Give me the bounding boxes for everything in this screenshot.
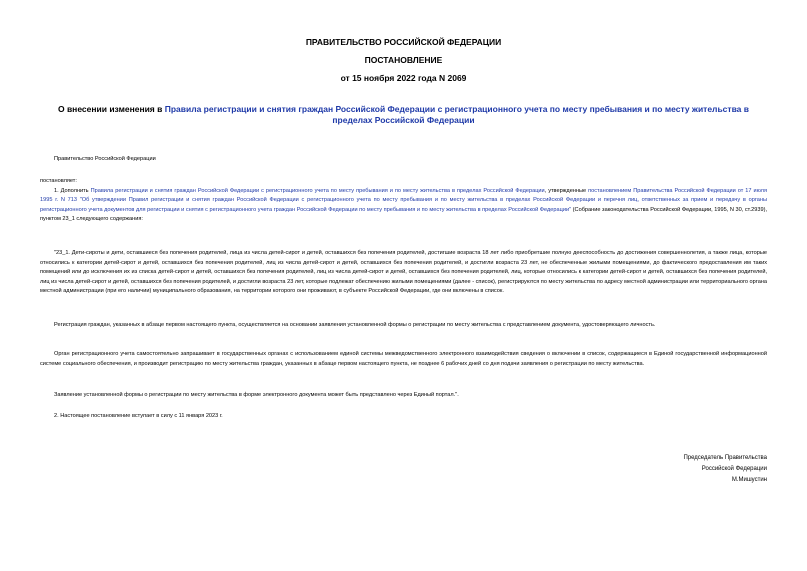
item-1-start: 1. Дополнить <box>54 187 91 194</box>
resolves-word: постановляет: <box>40 178 77 184</box>
item-2-block <box>40 412 767 422</box>
government-name: Правительство Российской Федерации <box>54 156 156 162</box>
rules-link[interactable]: Правила регистрации и снятия граждан Российской Федерации с регистрационного учета по месту пребывания и по месту жительства в пределах Российской Федерации <box>164 104 749 125</box>
quote-paragraph-3: Орган регистрационного учета самостоятельно запрашивает в государственных органах с использованием единой системы межведомственного электронного взаимодействия сведения о включении в список, содержащиеся в Единой государственной информационной системе социального обеспечения, и производит регистрацию по месту жительства граждан, указанных в абзаце первом настоящего пункта, не позднее 6 рабочих дней со дня подачи заявления о регистрации по месту жительства. <box>40 351 767 367</box>
quote-p1-block <box>40 249 767 297</box>
quote-paragraph-4: Заявление установленной формы о регистрации по месту жительства в форме электронного документа может быть представлено через Единый портал.". <box>54 392 459 398</box>
resolution-713-link[interactable]: постановлением Правительства Российской Федерации от 17 июля 1995 г. N 713 "Об утверждении Правил регистрации и снятия граждан Российской Федерации с регистрационного учета по месту пребывания и по месту жительства в пределах Российской Федерации и перечня лиц, ответственных за прием и передачу в органы регистрационного учета документов для регистрации и снятия с регистрационного учета граждан Российской Федерации по месту пребывания и по месту жительства в пределах Российской Федерации" <box>40 187 767 213</box>
signature-title: Председатель Правительства <box>683 455 767 461</box>
government-heading: ПРАВИТЕЛЬСТВО РОССИЙСКОЙ ФЕДЕРАЦИИ <box>305 37 502 47</box>
signature-block <box>567 453 767 486</box>
quote-paragraph-1: "23_1. Дети-сироты и дети, оставшиеся без попечения родителей, лица из числа детей-сирот и детей, оставшихся без попечения родителей, достигшие возраста 18 лет либо приобретшие полную дееспособность до достижения совершеннолетия, а также лица, которые относились к категории детей-сирот и детей, оставшихся без попечения родителей, лиц из числа детей-сирот и детей, оставшихся без попечения родителей, и достигли возраста 23 лет, не обеспеченные жилыми помещениями, до фактического предоставления им таких помещений или до исключения их из списка детей-сирот и детей, оставшихся без попечения родителей, лиц из числа детей-сирот и детей, оставшихся без попечения родителей, лиц, которые относились к категории детей-сирот и детей, оставшихся без попечения родителей, лиц из числа детей-сирот и детей, оставшихся без попечения родителей, и достигли возраста 23 лет, которые подлежат обеспечению жилыми помещениями (далее - список), регистрируются по месту жительства по адресу местной администрации или территориального органа местной администрации (при его наличии) муниципального образования, на территории которого они проживают, в субъекте Российской Федерации, где они включены в список. <box>40 250 767 294</box>
intro-gov <box>40 155 767 165</box>
subject-prefix: О внесении изменения в <box>57 104 165 114</box>
item-1 <box>40 187 767 225</box>
item-1-end: (Собрание законодательства Российской Федерации, 1995, N 30, ст.2939), пунктом 23_1 следующего содержания: <box>40 206 767 222</box>
signature-org: Российской Федерации <box>701 466 767 472</box>
item-2: 2. Настоящее постановление вступает в силу с 11 января 2023 г. <box>54 413 223 419</box>
doc-type-heading: ПОСТАНОВЛЕНИЕ <box>364 55 443 65</box>
date-number-heading: от 15 ноября 2022 года N 2069 <box>340 73 467 83</box>
item-1-mid: , утвержденные <box>544 187 589 194</box>
quote-p4-block <box>40 391 767 401</box>
quote-paragraph-2: Регистрация граждан, указанных в абзаце первом настоящего пункта, осуществляется на основании заявления установленной формы о регистрации по месту жительства с представлением документа, удостоверяющего личность. <box>54 322 656 328</box>
signature-name: М.Мишустин <box>731 477 767 483</box>
rules-link-2[interactable]: Правила регистрации и снятия граждан Российской Федерации с регистрационного учета по месту пребывания и по месту жительства в пределах Российской Федерации <box>90 187 545 194</box>
quote-p3-block <box>40 350 767 369</box>
item-1-block <box>40 177 767 225</box>
quote-p2-block <box>40 321 767 331</box>
document-subject <box>40 104 767 126</box>
